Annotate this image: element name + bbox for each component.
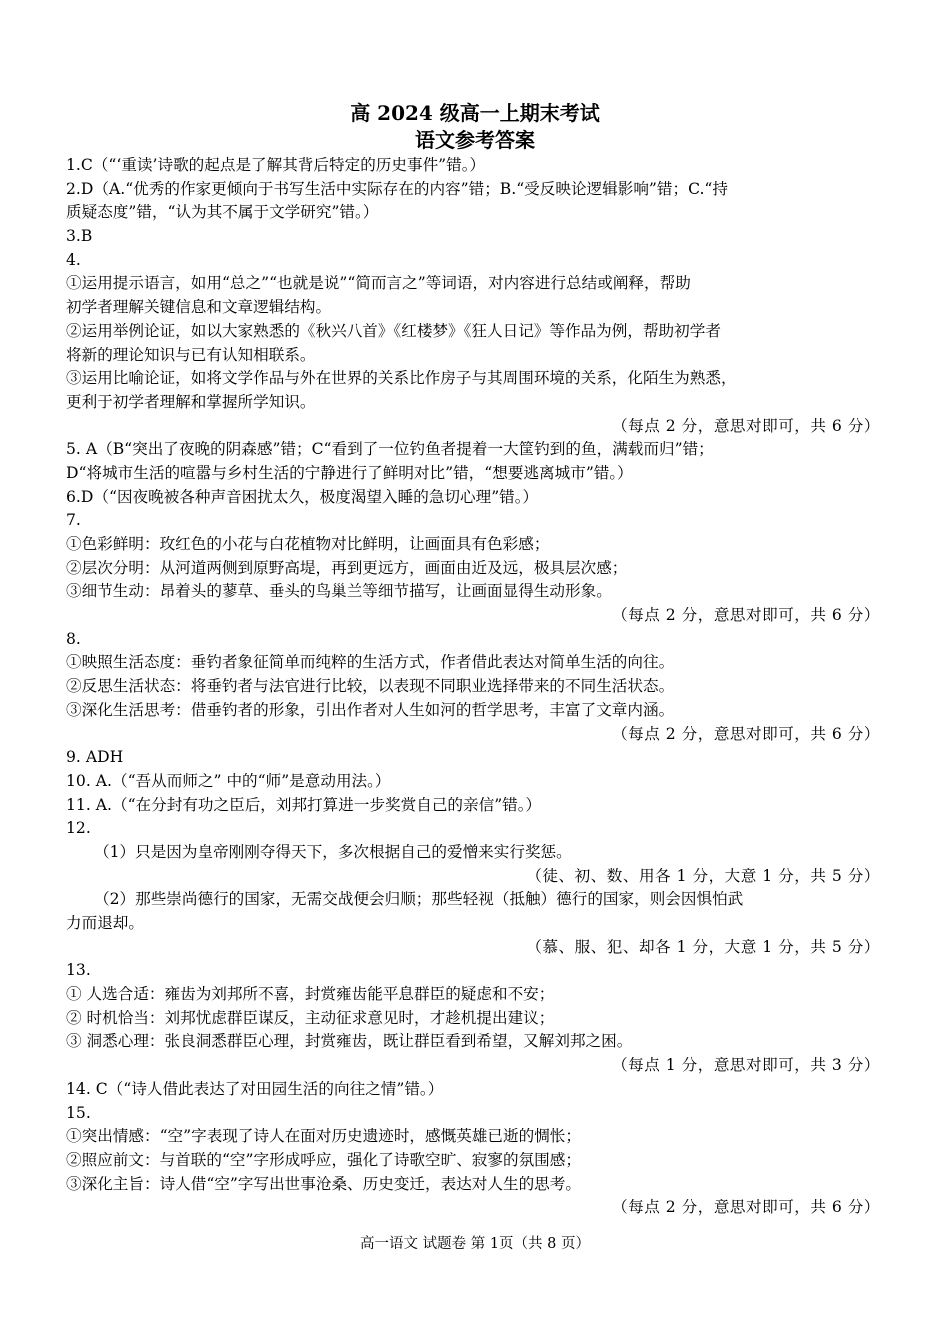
- answer-line: 质疑态度”错，“认为其不属于文学研究”错。）: [66, 203, 379, 222]
- answer-line: ① 人选合适：雍齿为刘邦所不喜，封赏雍齿能平息群臣的疑虑和不安；: [66, 985, 555, 1004]
- answer-line: ①色彩鲜明：玫红色的小花与白花植物对比鲜明，让画面具有色彩感；: [66, 535, 550, 553]
- answer-line: ②运用举例论证，如以大家熟悉的《秋兴八首》《红楼梦》《狂人日记》等作品为例，帮助初学者: [66, 321, 721, 340]
- answer-line: 11. A.（“在分封有功之臣后，刘邦打算进一步奖赏自己的亲信”错。）: [66, 795, 542, 814]
- answer-line: D“将城市生活的喧嚣与乡村生活的宁静进行了鲜明对比”错，“想要逃离城市”错。）: [66, 463, 633, 482]
- answer-line: 9. ADH: [66, 748, 124, 767]
- answer-line: ③深化主旨：诗人借“空”字写出世事沧桑、历史变迁，表达对人生的思考。: [66, 1174, 581, 1193]
- answer-line: 4.: [66, 250, 81, 269]
- answer-line: 2.D（A.“优秀的作家更倾向于书写生活中实际存在的内容”错；B.“受反映论逻辑影响”错；C.“持: [66, 179, 728, 198]
- answer-line: 15.: [66, 1103, 91, 1122]
- answer-line: ①映照生活态度：垂钓者象征简单而纯粹的生活方式，作者借此表达对简单生活的向往。: [66, 653, 675, 672]
- answer-line: 10. A.（“吾从而师之” 中的“师”是意动用法。）: [66, 771, 391, 790]
- score-note: （每点 2 分，意思对即可，共 6 分）: [612, 416, 880, 435]
- answer-line: ③深化生活思考：借垂钓者的形象，引出作者对人生如河的哲学思考，丰富了文章内涵。: [66, 700, 675, 719]
- score-note: （每点 2 分，意思对即可，共 6 分）: [612, 724, 880, 743]
- answer-line: 5. A（B“突出了夜晚的阴森感”错；C“看到了一位钓鱼者提着一大筐钓到的鱼，满载而归”错；: [66, 440, 714, 459]
- answer-line: ③运用比喻论证，如将文学作品与外在世界的关系比作房子与其周围环境的关系，化陌生为熟悉，: [66, 369, 737, 388]
- answer-line: ②反思生活状态：将垂钓者与法官进行比较，以表现不同职业选择带来的不同生活状态。: [66, 677, 675, 696]
- answer-line: ③细节生动：昂着头的蓼草、垂头的鸟巢兰等细节描写，让画面显得生动形象。: [66, 582, 612, 601]
- score-note: （每点 2 分，意思对即可，共 6 分）: [612, 606, 880, 625]
- answer-line: 6.D（“因夜晚被各种声音困扰太久，极度渴望入睡的急切心理”错。）: [66, 487, 539, 506]
- answer-line: 3.B: [66, 227, 93, 246]
- answer-line: ② 时机恰当：刘邦忧虑群臣谋反，主动征求意见时，才趁机提出建议；: [66, 1008, 555, 1027]
- answer-line: ①突出情感：“空”字表现了诗人在面对历史遗迹时，感慨英雄已逝的惆怅；: [66, 1127, 581, 1146]
- answer-line: 1.C（“‘重读’诗歌的起点是了解其背后特定的历史事件”错。）: [66, 156, 486, 174]
- answer-line: 初学者理解关键信息和文章逻辑结构。: [66, 298, 332, 317]
- answer-line: 力而退却。: [66, 914, 144, 932]
- answer-line: 将新的理论知识与已有认知相联系。: [66, 345, 316, 364]
- answer-line: ②照应前文：与首联的“空”字形成呼应，强化了诗歌空旷、寂寥的氛围感；: [66, 1150, 581, 1169]
- answer-content: [66, 154, 886, 1220]
- answer-line: ③ 洞悉心理：张良洞悉群臣心理，封赏雍齿，既让群臣看到希望，又解刘邦之困。: [66, 1032, 633, 1051]
- answer-line: 12.: [66, 819, 91, 838]
- answer-line: （1）只是因为皇帝刚刚夺得天下，多次根据自己的爱憎来实行奖惩。: [94, 842, 572, 861]
- answer-line: 13.: [66, 961, 91, 980]
- answer-line: 14. C（“诗人借此表达了对田园生活的向往之情”错。）: [66, 1079, 444, 1098]
- answer-line: ①运用提示语言，如用“总之”“也就是说”“简而言之”等词语，对内容进行总结或阐释，帮助: [66, 274, 691, 293]
- page-footer: 高一语文 试题卷 第 1页（共 8 页）: [360, 1236, 590, 1252]
- answer-line: 更利于初学者理解和掌握所学知识。: [66, 392, 316, 411]
- answer-line: （2）那些崇尚德行的国家，无需交战便会归顺；那些轻视（抵触）德行的国家，则会因惧怕武: [94, 890, 744, 909]
- answer-line: 8.: [66, 629, 81, 648]
- score-note: （慕、服、犯、却各 1 分，大意 1 分，共 5 分）: [526, 937, 880, 956]
- score-note: （徒、初、数、用各 1 分，大意 1 分，共 5 分）: [526, 866, 880, 885]
- score-note: （每点 2 分，意思对即可，共 6 分）: [612, 1198, 880, 1217]
- exam-title: 高 2024 级高一上期末考试: [350, 101, 600, 125]
- exam-subtitle: 语文参考答案: [415, 128, 535, 152]
- answer-line: 7.: [66, 511, 81, 530]
- answer-line: ②层次分明：从河道两侧到原野高堤，再到更远方，画面由近及远，极具层次感；: [66, 558, 628, 577]
- score-note: （每点 1 分，意思对即可，共 3 分）: [612, 1056, 880, 1075]
